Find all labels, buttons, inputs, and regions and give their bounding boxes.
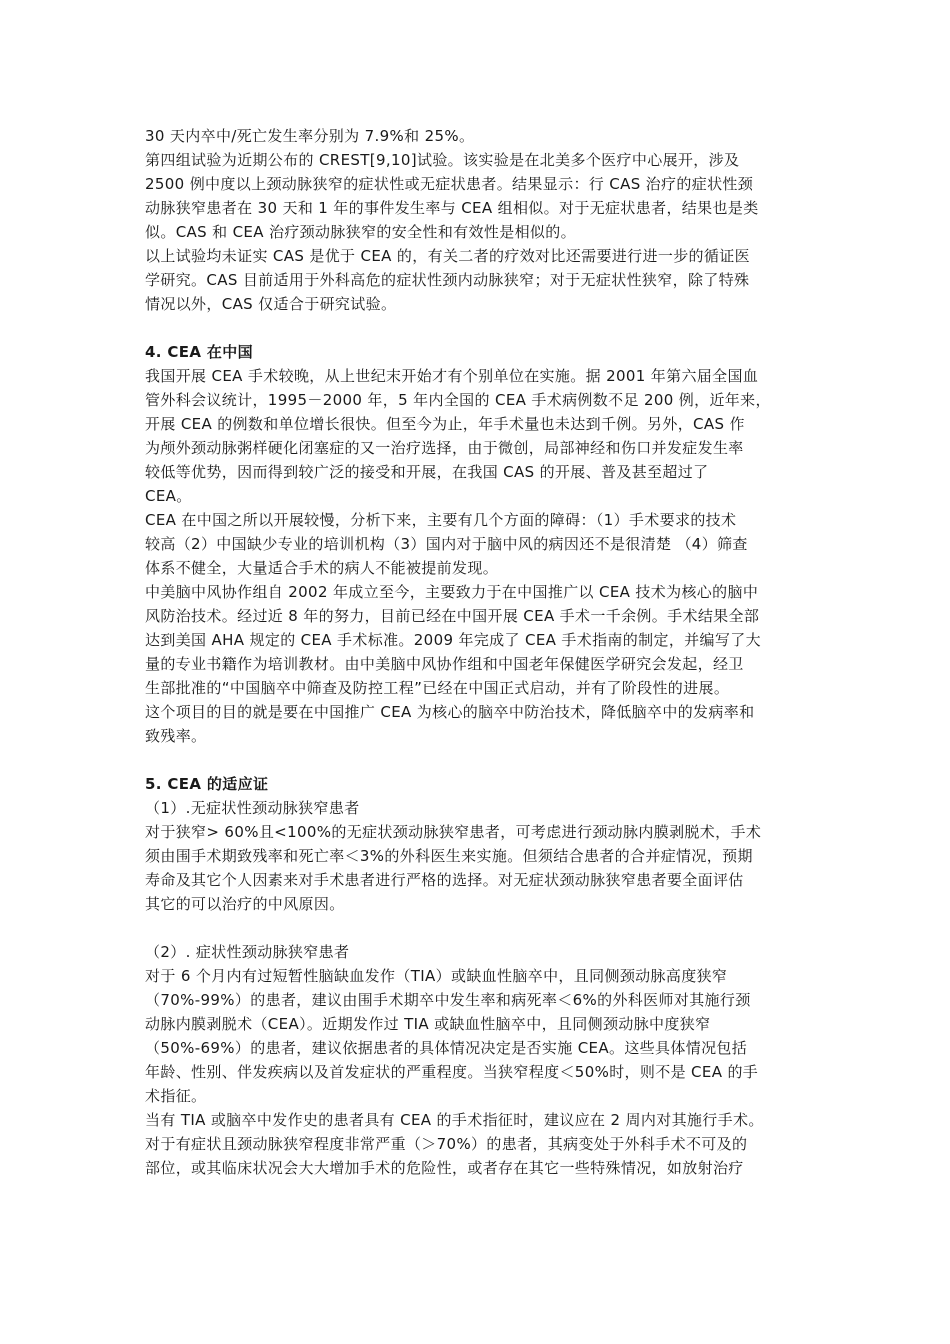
text-line: 中美脑中风协作组自 2002 年成立至今，主要致力于在中国推广以 CEA 技术为核心的脑中 <box>145 583 759 601</box>
text-line: 致残率。 <box>145 727 207 745</box>
text-line: CEA 在中国之所以开展较慢，分析下来，主要有几个方面的障碍：（1）手术要求的技术 <box>145 511 737 529</box>
text-line: 年龄、性别、伴发疾病以及首发症状的严重程度。当狭窄程度＜50%时，则不是 CEA 的手 <box>145 1063 759 1081</box>
section-heading: 4. CEA 在中国 <box>145 343 253 361</box>
text-line: 风防治技术。经过近 8 年的努力，目前已经在中国开展 CEA 手术一千余例。手术结果全部 <box>145 607 760 625</box>
text-line: 管外科会议统计，1995－2000 年，5 年内全国的 CEA 手术病例数不足 200 例，近年来， <box>145 391 771 409</box>
text-line: 似。CAS 和 CEA 治疗颈动脉狭窄的安全性和有效性是相似的。 <box>145 223 576 241</box>
text-line: 对于有症状且颈动脉狭窄程度非常严重（＞70%）的患者，其病变处于外科手术不可及的 <box>145 1135 748 1153</box>
text-line: 量的专业书籍作为培训教材。由中美脑中风协作组和中国老年保健医学研究会发起，经卫 <box>145 655 744 673</box>
paragraph-gap <box>145 916 815 940</box>
text-line: 我国开展 CEA 手术较晚，从上世纪末开始才有个别单位在实施。据 2001 年第六届全国血 <box>145 367 759 385</box>
text-line: （70%-99%）的患者，建议由围手术期卒中发生率和病死率＜6%的外科医师对其施行颈 <box>145 991 751 1009</box>
text-line: 30 天内卒中/死亡发生率分别为 7.9%和 25%。 <box>145 127 475 145</box>
text-line: CEA。 <box>145 487 192 505</box>
text-line: （1）.无症状性颈动脉狭窄患者 <box>145 799 360 817</box>
text-line: 以上试验均未证实 CAS 是优于 CEA 的，有关二者的疗效对比还需要进行进一步的循证医 <box>145 247 750 265</box>
text-line: 部位，或其临床状况会大大增加手术的危险性，或者存在其它一些特殊情况，如放射治疗 <box>145 1159 744 1177</box>
document-body <box>145 124 815 1180</box>
text-line: 情况以外，CAS 仅适合于研究试验。 <box>145 295 397 313</box>
text-line: 第四组试验为近期公布的 CREST[9,10]试验。该实验是在北美多个医疗中心展开，涉及 <box>145 151 740 169</box>
text-line: 这个项目的目的就是要在中国推广 CEA 为核心的脑卒中防治技术，降低脑卒中的发病率和 <box>145 703 755 721</box>
text-line: 对于狭窄> 60%且<100%的无症状颈动脉狭窄患者，可考虑进行颈动脉内膜剥脱术，手术 <box>145 823 762 841</box>
text-line: 术指征。 <box>145 1087 207 1105</box>
text-line: 须由围手术期致残率和死亡率＜3%的外科医生来实施。但须结合患者的合并症情况，预期 <box>145 847 753 865</box>
text-line: 寿命及其它个人因素来对手术患者进行严格的选择。对无症状颈动脉狭窄患者要全面评估 <box>145 871 744 889</box>
paragraph-gap <box>145 748 815 772</box>
text-line: 动脉内膜剥脱术（CEA）。近期发作过 TIA 或缺血性脑卒中，且同侧颈动脉中度狭窄 <box>145 1015 711 1033</box>
text-line: 其它的可以治疗的中风原因。 <box>145 895 345 913</box>
text-line: 开展 CEA 的例数和单位增长很快。但至今为止，年手术量也未达到千例。另外，CAS 作 <box>145 415 745 433</box>
text-line: 生部批准的“中国脑卒中筛查及防控工程”已经在中国正式启动，并有了阶段性的进展。 <box>145 679 730 697</box>
text-line: 学研究。CAS 目前适用于外科高危的症状性颈内动脉狭窄；对于无症状性狭窄，除了特殊 <box>145 271 750 289</box>
text-line: 当有 TIA 或脑卒中发作史的患者具有 CEA 的手术指征时，建议应在 2 周内对其施行手术。 <box>145 1111 764 1129</box>
text-line: 为颅外颈动脉粥样硬化闭塞症的又一治疗选择，由于微创，局部神经和伤口并发症发生率 <box>145 439 744 457</box>
text-line: 达到美国 AHA 规定的 CEA 手术标准。2009 年完成了 CEA 手术指南的制定，并编写了大 <box>145 631 761 649</box>
paragraph-gap <box>145 316 815 340</box>
text-line: （50%-69%）的患者，建议依据患者的具体情况决定是否实施 CEA。这些具体情况包括 <box>145 1039 748 1057</box>
text-line: 对于 6 个月内有过短暂性脑缺血发作（TIA）或缺血性脑卒中，且同侧颈动脉高度狭窄 <box>145 967 728 985</box>
text-line: 较低等优势，因而得到较广泛的接受和开展，在我国 CAS 的开展、普及甚至超过了 <box>145 463 709 481</box>
text-line: （2）. 症状性颈动脉狭窄患者 <box>145 943 350 961</box>
text-line: 2500 例中度以上颈动脉狭窄的症状性或无症状患者。结果显示：行 CAS 治疗的症状性颈 <box>145 175 754 193</box>
section-heading: 5. CEA 的适应证 <box>145 775 269 793</box>
text-line: 较高（2）中国缺少专业的培训机构（3）国内对于脑中风的病因还不是很清楚 （4）筛查 <box>145 535 748 553</box>
text-line: 体系不健全，大量适合手术的病人不能被提前发现。 <box>145 559 499 577</box>
text-line: 动脉狭窄患者在 30 天和 1 年的事件发生率与 CEA 组相似。对于无症状患者，结果也是类 <box>145 199 759 217</box>
